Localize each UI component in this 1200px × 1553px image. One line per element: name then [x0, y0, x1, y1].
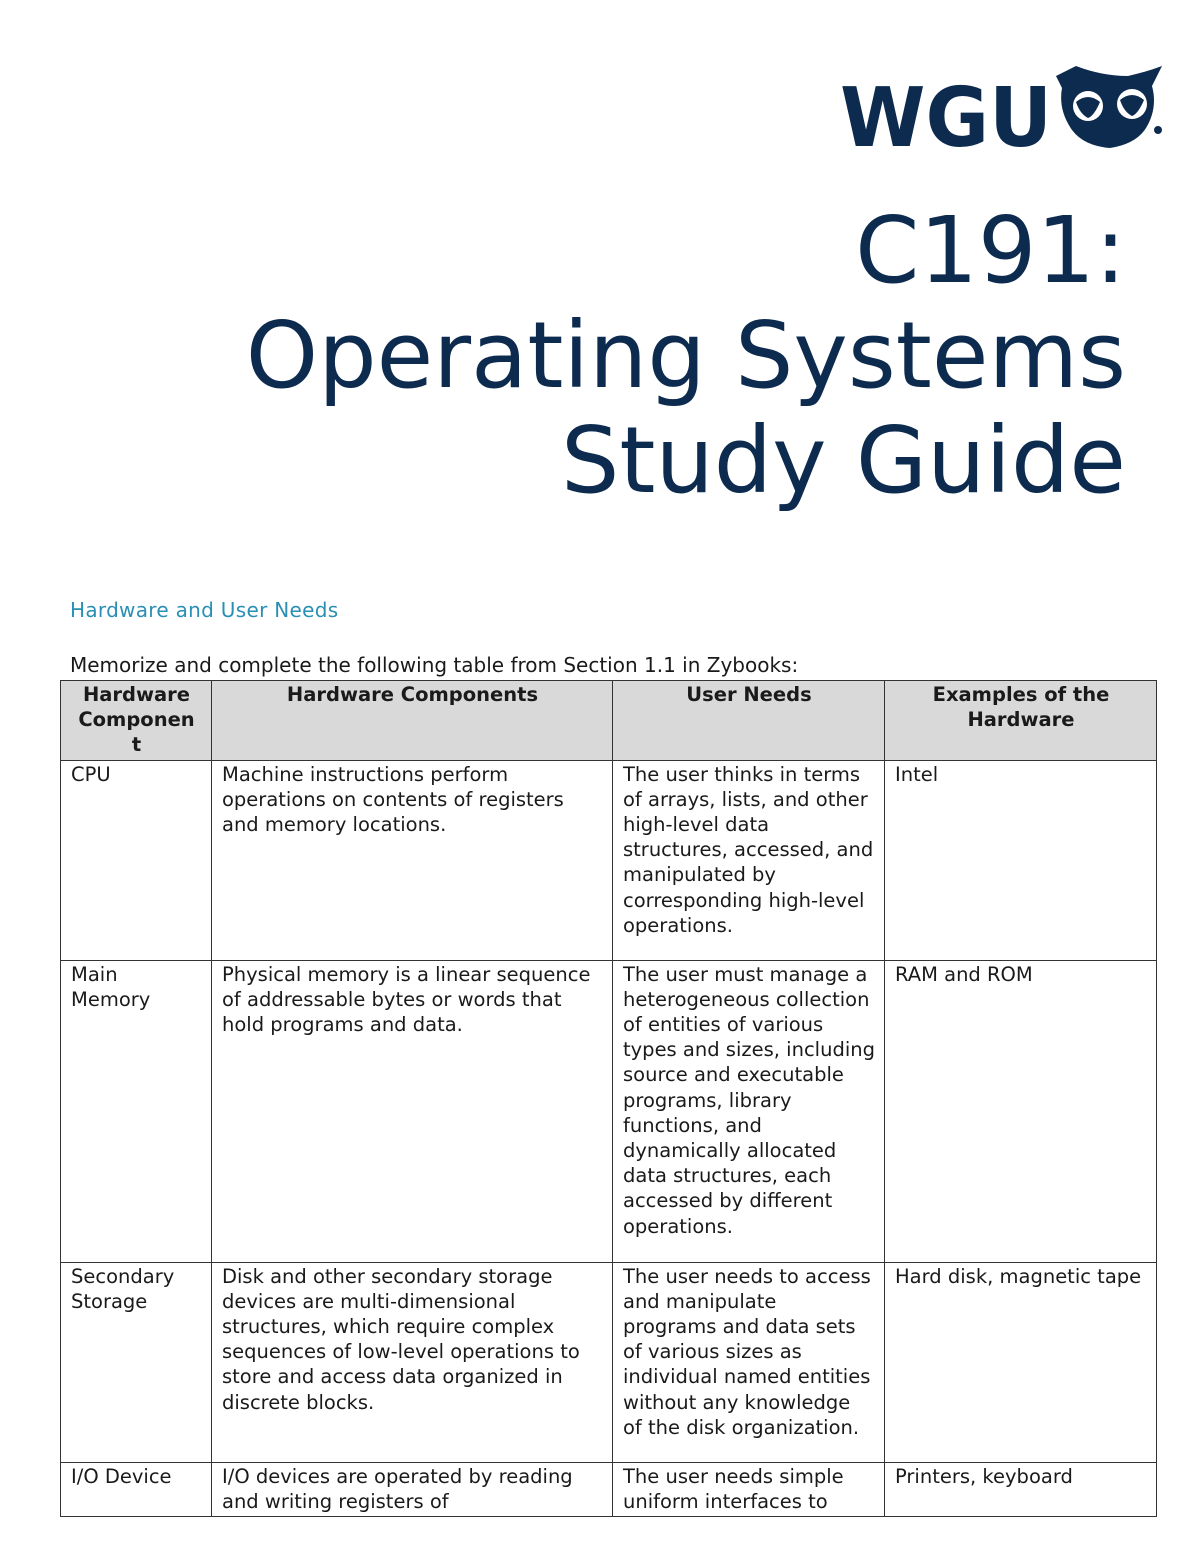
cell-user-needs: The user needs simple uniform interfaces to — [613, 1462, 885, 1516]
table-row — [61, 760, 1157, 960]
cell-component: Main Memory — [61, 960, 212, 1262]
cell-description: Physical memory is a linear sequence of addressable bytes or words that hold programs and data. — [212, 960, 613, 1262]
cell-component: CPU — [61, 760, 212, 960]
section-heading: Hardware and User Needs — [70, 598, 339, 622]
column-header: Examples of the Hardware — [885, 681, 1157, 761]
cell-user-needs: The user must manage a heterogeneous collection of entities of various types and sizes, including source and executable programs, library functions, and dynamically allocated data structures, each accessed by different operations. — [613, 960, 885, 1262]
cell-description: I/O devices are operated by reading and writing registers of — [212, 1462, 613, 1516]
column-header: Hardware Components — [212, 681, 613, 761]
title-course-name: Operating Systems — [245, 302, 1126, 409]
table-row — [61, 1462, 1157, 1516]
cell-examples: Hard disk, magnetic tape — [885, 1262, 1157, 1462]
column-header: Hardware Componen t — [61, 681, 212, 761]
title-course-code: C191: — [855, 197, 1126, 304]
cell-user-needs: The user thinks in terms of arrays, lists, and other high-level data structures, accessed, and manipulated by corresponding high-level operations. — [613, 760, 885, 960]
cell-component: Secondary Storage — [61, 1262, 212, 1462]
document-title — [246, 198, 1126, 513]
owl-icon — [1056, 66, 1162, 148]
table-row — [61, 1262, 1157, 1462]
title-study-guide: Study Guide — [560, 407, 1126, 514]
cell-examples: Intel — [885, 760, 1157, 960]
cell-description: Disk and other secondary storage devices are multi-dimensional structures, which require complex sequences of low-level operations to store and access data organized in discrete blocks. — [212, 1262, 613, 1462]
cell-examples: Printers, keyboard — [885, 1462, 1157, 1516]
cell-examples: RAM and ROM — [885, 960, 1157, 1262]
cell-component: I/O Device — [61, 1462, 212, 1516]
wgu-owl-logo — [840, 62, 1162, 152]
logo-wordmark: WGU — [840, 71, 1052, 152]
column-header: User Needs — [613, 681, 885, 761]
instructions-text: Memorize and complete the following table from Section 1.1 in Zybooks: — [70, 653, 799, 677]
cell-description: Machine instructions perform operations on contents of registers and memory locations. — [212, 760, 613, 960]
cell-user-needs: The user needs to access and manipulate programs and data sets of various sizes as individual named entities without any knowledge of the disk organization. — [613, 1262, 885, 1462]
table-header-row — [61, 681, 1157, 761]
table-row — [61, 960, 1157, 1262]
hardware-user-needs-table — [60, 680, 1157, 1517]
